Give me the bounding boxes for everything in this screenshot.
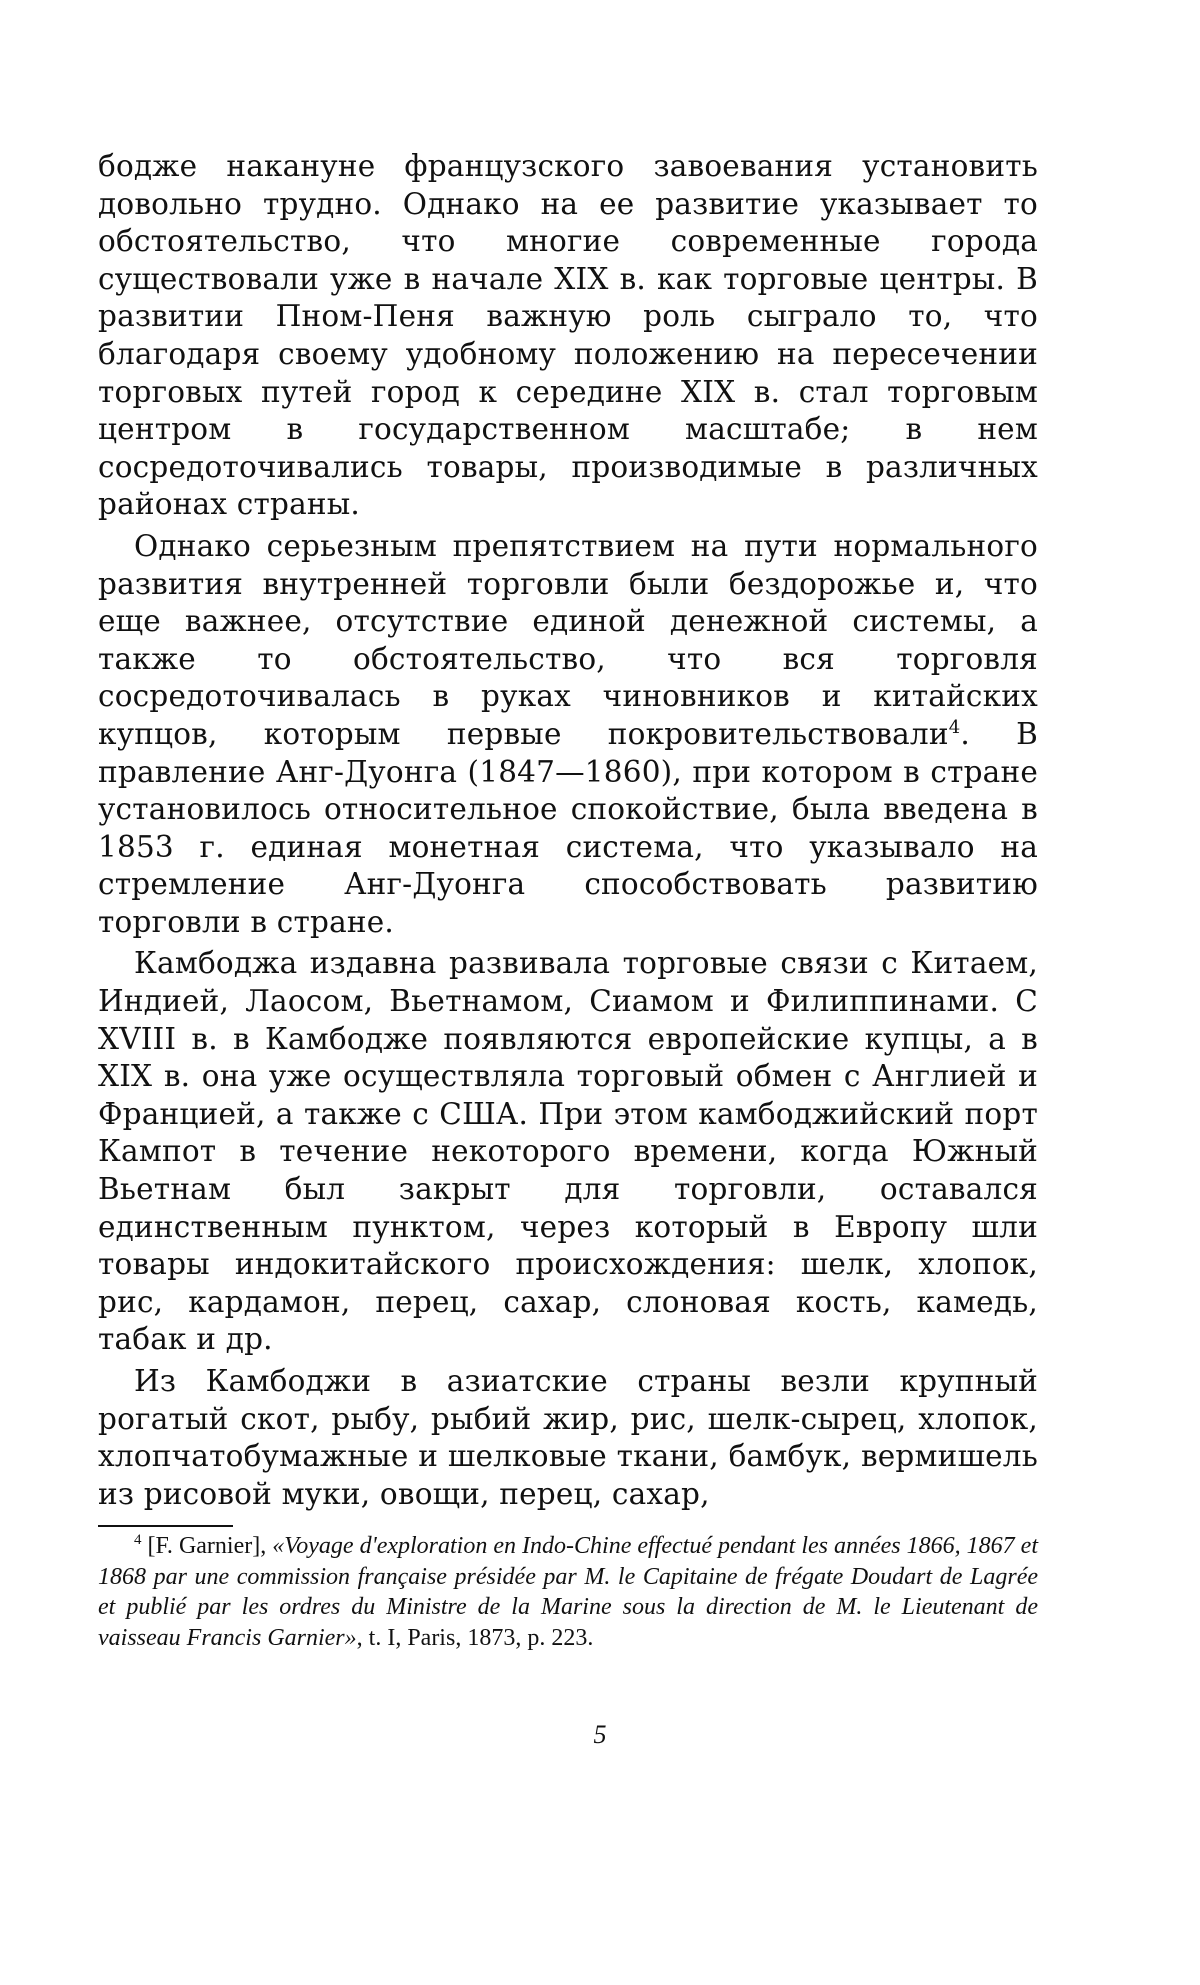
footnote-reference[interactable]: 4: [948, 717, 961, 739]
footnote-divider: [98, 1525, 233, 1527]
paragraph-2: [98, 528, 1038, 942]
footnote-marker: 4: [134, 1532, 142, 1549]
paragraph-4: Из Камбоджи в азиатские страны везли крупный рогатый скот, рыбу, рыбий жир, рис, шелк-сырец, хлопок, хлопчатобумажные и шелковые ткани, бамбук, вермишель из рисовой муки, овощи, перец, сахар,: [98, 1364, 1038, 1511]
paragraph-3: Камбоджа издавна развивала торговые связи с Китаем, Индией, Лаосом, Вьетнамом, Сиамом и Филиппинами. С XVIII в. в Камбодже появляются европейские купцы, а в XIX в. она уже осуществляла торговый обмен с Англией и Францией, а также с США. При этом камбоджийский порт Кампот в течение некоторого времени, когда Южный Вьетнам был закрыт для торговли, оставался единственным пунктом, через который в Европу шли товары индокитайского происхождения: шелк, хлопок, рис, кардамон, перец, сахар, слоновая кость, камедь, табак и др.: [98, 946, 1038, 1357]
footnote-author: [F. Garnier],: [141, 1533, 273, 1560]
footnote-rest: , t. I, Paris, 1873, p. 223.: [356, 1624, 594, 1651]
footnote-title: «Voyage d'exploration en Indo-Chine effectué pendant les années 1866, 1867 et 1868 par une commission française présidée par M. le Capitaine de frégate Doudart de Lagrée et publié par les ordres du Ministre de la Marine sous la direction de M. le Lieutenant de vaisseau Francis Garnier»: [98, 1533, 1039, 1651]
paragraph-2-text-before: Однако серьезным препятствием на пути нормального развития внутренней торговли были бездорожье и, что еще важнее, отсутствие единой денежной системы, а также то обстоятельство, что вся торговля сосредоточивалась в руках чиновников и китайских купцов, которым первые покровительствовали: [98, 528, 1038, 751]
page-body: [98, 148, 1038, 1653]
paragraph-1: бодже накануне французского завоевания установить довольно трудно. Однако на ее развитие указывает то обстоятельство, что многие современные города существовали уже в начале XIX в. как торговые центры. В развитии Пном-Пеня важную роль сыграло то, что благодаря своему удобному положению на пересечении торговых путей город к середине XIX в. стал торговым центром в государственном масштабе; в нем сосредоточивались товары, производимые в различных районах страны.: [98, 149, 1038, 522]
paragraph-2-text-after: . В правление Анг-Дуонга (1847—1860), при котором в стране установилось относительное спокойствие, была введена в 1853 г. единая монетная система, что указывало на стремление Анг-Дуонга способствовать развитию торговли в стране.: [98, 716, 1038, 939]
footnote: [98, 1531, 1038, 1653]
page-number: 5: [593, 1720, 607, 1749]
